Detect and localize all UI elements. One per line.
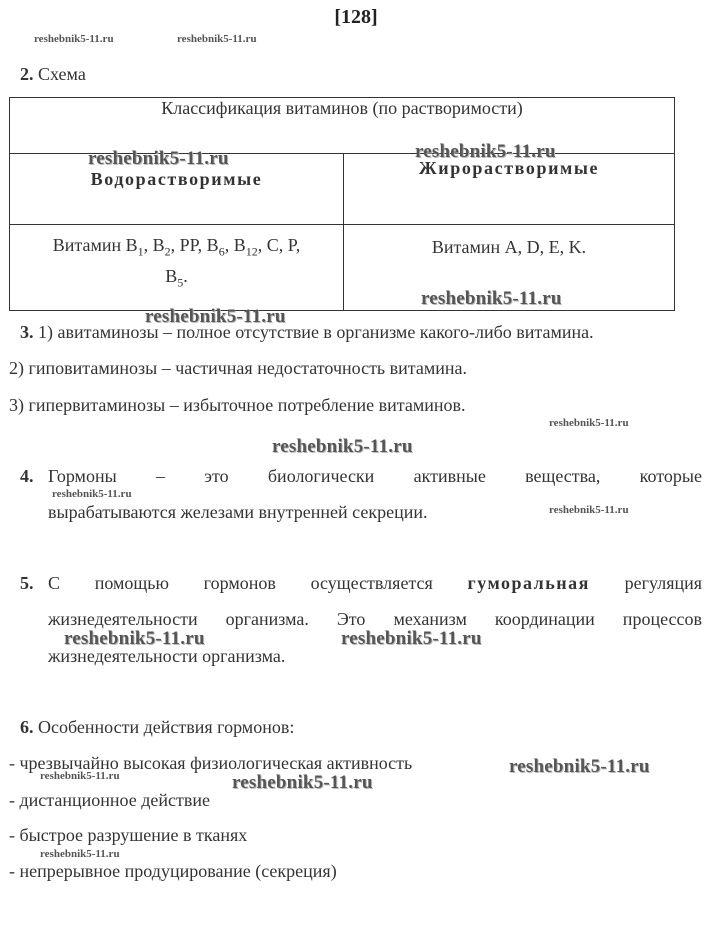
task6-item: - непрерывное продуцирование (секреция) bbox=[9, 861, 337, 881]
emphasis-term: гуморальная bbox=[467, 573, 590, 593]
watermark: reshebnik5-11.ru bbox=[52, 488, 132, 500]
task5-number: 5. bbox=[20, 573, 34, 593]
watermark: reshebnik5-11.ru bbox=[64, 628, 205, 649]
task5-line2: жизнедеятельности организма. Это механизм координации процессов bbox=[48, 609, 702, 629]
task2-heading bbox=[20, 64, 86, 85]
watermark: reshebnik5-11.ru bbox=[88, 148, 229, 169]
task6-item: - чрезвычайно высокая физиологическая активность bbox=[9, 753, 413, 773]
watermark: reshebnik5-11.ru bbox=[232, 772, 373, 793]
page-number: [128] bbox=[334, 6, 378, 28]
watermark: reshebnik5-11.ru bbox=[40, 770, 120, 782]
table-col1-head: Водорастворимые bbox=[10, 154, 344, 225]
watermark: reshebnik5-11.ru bbox=[415, 141, 556, 162]
task5-line1: С помощью гормонов осуществляется гуморальная регуляция bbox=[48, 573, 703, 593]
task5-line3: жизнедеятельности организма. bbox=[48, 646, 286, 666]
vitamin-classification-table bbox=[9, 97, 675, 311]
watermark: reshebnik5-11.ru bbox=[549, 504, 629, 516]
table-col2-body: Витамин A, D, E, K. bbox=[344, 225, 675, 311]
task4-line2: вырабатываются железами внутренней секреции. bbox=[48, 502, 428, 522]
task6-item: - быстрое разрушение в тканях bbox=[9, 825, 248, 845]
watermark: reshebnik5-11.ru bbox=[341, 628, 482, 649]
task2-title: Схема bbox=[38, 64, 86, 84]
task4-line1: Гормоны – это биологически активные вещества, которые bbox=[48, 466, 702, 486]
task2-number: 2. bbox=[20, 64, 34, 84]
task4-number: 4. bbox=[20, 466, 34, 486]
watermark: reshebnik5-11.ru bbox=[421, 288, 562, 309]
table-col1-body: Витамин $B_1$, $B_2$, PP, $B_6$, $B_{12}$, C, P, $B_5$. bbox=[10, 225, 344, 311]
table-col2-head: Жирорастворимые bbox=[344, 154, 675, 225]
watermark: reshebnik5-11.ru bbox=[40, 848, 120, 860]
task3-line3: 3) гипервитаминозы – избыточное потребление витаминов. bbox=[9, 395, 466, 415]
task3-line1: 3. 1) авитаминозы – полное отсутствие в организме какого-либо витамина. bbox=[20, 322, 594, 342]
task6-heading: 6. Особенности действия гормонов: bbox=[20, 717, 295, 737]
task6-item: - дистанционное действие bbox=[9, 790, 210, 810]
watermark: reshebnik5-11.ru bbox=[272, 436, 413, 457]
watermark: reshebnik5-11.ru bbox=[549, 417, 629, 429]
watermark: reshebnik5-11.ru bbox=[177, 33, 257, 45]
watermark: reshebnik5-11.ru bbox=[509, 756, 650, 777]
watermark: reshebnik5-11.ru bbox=[34, 33, 114, 45]
table-header: Классификация витаминов (по растворимости) bbox=[10, 98, 675, 154]
watermark: reshebnik5-11.ru bbox=[145, 306, 286, 327]
task3-line2: 2) гиповитаминозы – частичная недостаточность витамина. bbox=[9, 358, 467, 378]
